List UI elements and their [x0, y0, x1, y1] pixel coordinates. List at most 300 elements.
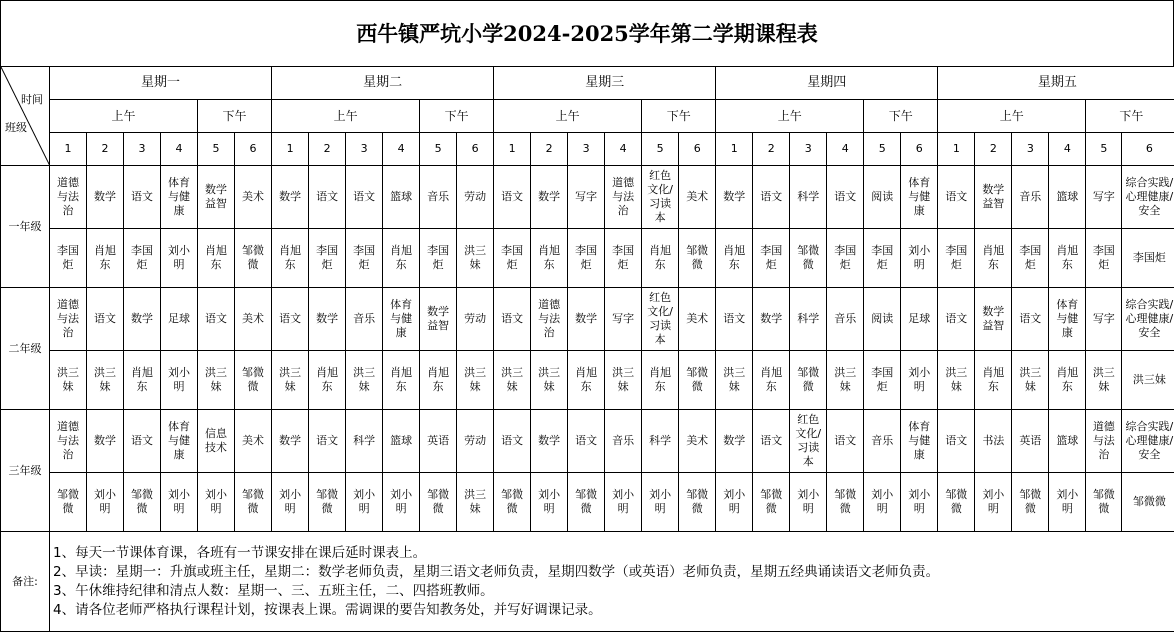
subject-text: 写字 — [1092, 312, 1115, 325]
subject-text: 语文 — [279, 312, 302, 325]
teacher-text: 刘小明 — [353, 488, 376, 515]
teacher-cell — [272, 229, 309, 288]
notes-block — [50, 532, 1174, 632]
subject-cell — [938, 410, 975, 473]
teacher-text: 肖旭东 — [390, 244, 413, 271]
teacher-cell — [346, 229, 383, 288]
subject-cell — [383, 288, 420, 351]
subject-cell — [827, 288, 864, 351]
day-header: 星期二 — [272, 67, 494, 100]
teacher-text: 刘小明 — [168, 366, 190, 393]
teacher-cell — [716, 351, 753, 410]
subject-cell — [1086, 166, 1122, 229]
subject-cell — [420, 166, 457, 229]
subject-text: 语文 — [501, 190, 524, 203]
subject-text: 英语 — [427, 434, 450, 447]
subject-text: 美术 — [242, 312, 265, 325]
am-header: 上午 — [50, 100, 198, 133]
subject-cell — [272, 288, 309, 351]
subject-text: 篮球 — [1056, 434, 1079, 447]
teacher-text: 肖旭东 — [982, 366, 1005, 393]
subject-text: 数学 — [316, 312, 339, 325]
subject-text: 科学 — [797, 312, 820, 325]
teacher-cell — [679, 229, 716, 288]
subject-cell — [605, 410, 642, 473]
subject-text: 语文 — [131, 190, 153, 203]
subject-text: 数学 — [279, 190, 302, 203]
subject-cell — [1012, 410, 1049, 473]
diagonal-line — [1, 67, 50, 166]
teacher-text: 刘小明 — [908, 366, 931, 393]
pm-header: 下午 — [1086, 100, 1174, 133]
teacher-cell — [494, 473, 531, 532]
subject-text: 语文 — [760, 434, 783, 447]
teacher-text: 李国炬 — [871, 244, 894, 271]
teacher-text: 肖旭东 — [390, 366, 413, 393]
subject-cell — [605, 288, 642, 351]
period-number: 1 — [494, 133, 531, 166]
period-number: 2 — [975, 133, 1012, 166]
subject-cell — [864, 410, 901, 473]
subject-text: 道德与法治 — [612, 176, 635, 217]
teacher-cell — [1086, 473, 1122, 532]
teacher-cell — [198, 351, 235, 410]
teacher-text: 邹微微 — [945, 488, 968, 515]
teacher-cell — [494, 351, 531, 410]
teacher-cell — [124, 351, 161, 410]
subject-text: 美术 — [242, 434, 265, 447]
subject-cell — [124, 288, 161, 351]
subject-text: 红色文化/习读本 — [647, 169, 674, 224]
day-header: 星期三 — [494, 67, 716, 100]
subject-cell — [235, 166, 272, 229]
subject-cell — [531, 288, 568, 351]
teacher-text: 邹微微 — [427, 488, 450, 515]
subject-cell — [1012, 288, 1049, 351]
am-header: 上午 — [272, 100, 420, 133]
subject-cell — [753, 410, 790, 473]
teacher-text: 李国炬 — [1019, 244, 1042, 271]
teacher-text: 刘小明 — [390, 488, 413, 515]
subject-text: 语文 — [575, 434, 598, 447]
teacher-cell — [864, 229, 901, 288]
subject-text: 篮球 — [1056, 190, 1079, 203]
subject-text: 音乐 — [834, 312, 857, 325]
period-number: 1 — [938, 133, 975, 166]
teacher-cell — [235, 229, 272, 288]
subject-cell — [309, 288, 346, 351]
period-number: 2 — [531, 133, 568, 166]
teacher-cell — [864, 351, 901, 410]
teacher-cell — [901, 473, 938, 532]
teacher-cell — [642, 351, 679, 410]
period-number: 5 — [1086, 133, 1122, 166]
teacher-text: 刘小明 — [612, 488, 635, 515]
teacher-text: 肖旭东 — [1056, 366, 1079, 393]
teacher-cell — [790, 229, 827, 288]
period-number: 1 — [272, 133, 309, 166]
subject-text: 体育与健康 — [168, 176, 190, 217]
grade-label: 二年级 — [1, 288, 50, 410]
teacher-cell — [457, 229, 494, 288]
subject-text: 篮球 — [390, 190, 413, 203]
teacher-text: 肖旭东 — [649, 366, 672, 393]
subject-cell — [938, 166, 975, 229]
subject-cell — [531, 166, 568, 229]
subject-text: 数学 — [760, 312, 783, 325]
teacher-cell — [124, 229, 161, 288]
teacher-cell — [1086, 351, 1122, 410]
pm-header: 下午 — [642, 100, 716, 133]
subject-text: 语文 — [723, 312, 746, 325]
teacher-text: 邹微微 — [797, 366, 820, 393]
subject-cell — [716, 288, 753, 351]
teacher-text: 刘小明 — [797, 488, 820, 515]
subject-text: 综合实践/心理健康/安全 — [1125, 176, 1174, 217]
subject-cell — [235, 288, 272, 351]
subject-text: 美术 — [686, 312, 709, 325]
subject-text: 美术 — [242, 190, 265, 203]
teacher-text: 肖旭东 — [982, 244, 1005, 271]
subject-cell — [679, 166, 716, 229]
subject-text: 红色文化/习读本 — [647, 291, 674, 346]
subject-cell — [383, 410, 420, 473]
teacher-text: 洪三妹 — [501, 366, 524, 393]
teacher-cell — [309, 351, 346, 410]
subject-cell — [975, 288, 1012, 351]
teacher-cell — [87, 229, 124, 288]
teacher-cell — [679, 473, 716, 532]
teacher-text: 洪三妹 — [464, 488, 487, 515]
subject-text: 科学 — [797, 190, 820, 203]
note-line: 3、午休维持纪律和清点人数：星期一、三、五班主任，二、四搭班教师。 — [53, 582, 494, 599]
subject-text: 综合实践/心理健康/安全 — [1125, 298, 1174, 339]
teacher-cell — [1012, 351, 1049, 410]
teacher-text: 邹微微 — [1019, 488, 1042, 515]
teacher-text: 邹微微 — [686, 488, 709, 515]
teacher-text: 邹微微 — [242, 366, 265, 393]
period-number: 1 — [716, 133, 753, 166]
subject-cell — [198, 288, 235, 351]
teacher-text: 洪三妹 — [94, 366, 116, 393]
teacher-text: 刘小明 — [94, 488, 116, 515]
subject-text: 道德与法治 — [1092, 420, 1115, 461]
period-number: 2 — [309, 133, 346, 166]
teacher-cell — [790, 473, 827, 532]
subject-cell — [420, 288, 457, 351]
teacher-text: 邹微微 — [1132, 495, 1166, 508]
teacher-cell — [901, 351, 938, 410]
teacher-cell — [161, 229, 198, 288]
subject-text: 道德与法治 — [538, 298, 561, 339]
teacher-text: 洪三妹 — [464, 366, 487, 393]
teacher-text: 李国炬 — [501, 244, 524, 271]
subject-cell — [568, 288, 605, 351]
subject-cell — [790, 410, 827, 473]
period-number: 4 — [383, 133, 420, 166]
teacher-text: 刘小明 — [908, 244, 931, 271]
teacher-cell — [124, 473, 161, 532]
teacher-cell — [1049, 473, 1086, 532]
teacher-cell — [309, 473, 346, 532]
teacher-text: 肖旭东 — [649, 244, 672, 271]
day-header: 星期四 — [716, 67, 938, 100]
teacher-cell — [716, 473, 753, 532]
subject-text: 数学益智 — [427, 305, 450, 332]
teacher-cell — [235, 351, 272, 410]
teacher-text: 邹微微 — [242, 244, 265, 271]
teacher-cell — [975, 229, 1012, 288]
teacher-text: 李国炬 — [871, 366, 894, 393]
am-header: 上午 — [716, 100, 864, 133]
teacher-cell — [1012, 473, 1049, 532]
teacher-cell — [568, 351, 605, 410]
period-number: 5 — [864, 133, 901, 166]
subject-text: 美术 — [686, 434, 709, 447]
teacher-text: 肖旭东 — [94, 244, 116, 271]
subject-text: 体育与健康 — [1056, 298, 1079, 339]
subject-cell — [901, 288, 938, 351]
subject-text: 阅读 — [871, 190, 894, 203]
subject-text: 音乐 — [427, 190, 450, 203]
teacher-text: 肖旭东 — [575, 366, 598, 393]
subject-cell — [161, 410, 198, 473]
subject-text: 音乐 — [1019, 190, 1042, 203]
subject-cell — [827, 166, 864, 229]
subject-text: 阅读 — [871, 312, 894, 325]
subject-cell — [50, 288, 87, 351]
subject-text: 数学 — [575, 312, 598, 325]
teacher-cell — [420, 229, 457, 288]
teacher-cell — [753, 351, 790, 410]
subject-text: 语文 — [945, 190, 968, 203]
teacher-text: 肖旭东 — [131, 366, 153, 393]
subject-cell — [87, 288, 124, 351]
subject-cell — [679, 288, 716, 351]
subject-text: 语文 — [205, 312, 227, 325]
period-number: 3 — [1012, 133, 1049, 166]
subject-text: 写字 — [575, 190, 598, 203]
teacher-cell — [975, 473, 1012, 532]
teacher-cell — [1086, 229, 1122, 288]
teacher-cell — [531, 351, 568, 410]
subject-text: 音乐 — [871, 434, 894, 447]
subject-text: 语文 — [834, 190, 857, 203]
teacher-cell — [605, 351, 642, 410]
pm-header: 下午 — [420, 100, 494, 133]
subject-cell — [568, 410, 605, 473]
subject-text: 体育与健康 — [168, 420, 190, 461]
subject-cell — [272, 410, 309, 473]
teacher-text: 刘小明 — [1056, 488, 1079, 515]
subject-cell — [1049, 288, 1086, 351]
teacher-text: 邹微微 — [57, 488, 79, 515]
teacher-text: 刘小明 — [168, 488, 190, 515]
teacher-cell — [975, 351, 1012, 410]
teacher-cell — [457, 351, 494, 410]
subject-text: 语文 — [945, 312, 968, 325]
teacher-text: 肖旭东 — [205, 244, 227, 271]
subject-text: 数学 — [94, 190, 116, 203]
teacher-cell — [1122, 229, 1174, 288]
subject-text: 音乐 — [612, 434, 635, 447]
subject-text: 道德与法治 — [57, 420, 79, 461]
teacher-text: 刘小明 — [168, 244, 190, 271]
teacher-text: 邹微微 — [501, 488, 524, 515]
subject-cell — [87, 410, 124, 473]
subject-cell — [1086, 288, 1122, 351]
teacher-cell — [901, 229, 938, 288]
subject-cell — [420, 410, 457, 473]
subject-cell — [1049, 166, 1086, 229]
teacher-text: 洪三妹 — [1019, 366, 1042, 393]
teacher-text: 洪三妹 — [1132, 373, 1166, 386]
teacher-text: 肖旭东 — [760, 366, 783, 393]
teacher-cell — [864, 473, 901, 532]
subject-text: 写字 — [1092, 190, 1115, 203]
teacher-cell — [790, 351, 827, 410]
period-number: 5 — [420, 133, 457, 166]
teacher-text: 刘小明 — [538, 488, 561, 515]
teacher-text: 洪三妹 — [57, 366, 79, 393]
subject-cell — [901, 410, 938, 473]
teacher-text: 李国炬 — [353, 244, 376, 271]
subject-cell — [124, 166, 161, 229]
teacher-cell — [827, 473, 864, 532]
subject-text: 音乐 — [353, 312, 376, 325]
teacher-cell — [50, 229, 87, 288]
subject-cell — [938, 288, 975, 351]
subject-text: 科学 — [649, 434, 672, 447]
period-number: 6 — [679, 133, 716, 166]
teacher-cell — [420, 473, 457, 532]
teacher-cell — [642, 229, 679, 288]
subject-cell — [901, 166, 938, 229]
subject-cell — [716, 166, 753, 229]
subject-text: 篮球 — [390, 434, 413, 447]
subject-text: 数学益智 — [205, 183, 227, 210]
subject-cell — [642, 410, 679, 473]
subject-text: 体育与健康 — [908, 176, 931, 217]
teacher-cell — [383, 351, 420, 410]
teacher-cell — [1122, 351, 1174, 410]
teacher-text: 李国炬 — [427, 244, 450, 271]
teacher-cell — [753, 229, 790, 288]
subject-text: 信息技术 — [205, 427, 227, 454]
subject-text: 数学 — [131, 312, 153, 325]
teacher-text: 肖旭东 — [723, 244, 746, 271]
corner-cell — [1, 67, 50, 166]
subject-text: 数学 — [279, 434, 302, 447]
subject-text: 语文 — [353, 190, 376, 203]
teacher-cell — [938, 351, 975, 410]
day-header: 星期五 — [938, 67, 1174, 100]
teacher-text: 邹微微 — [575, 488, 598, 515]
teacher-text: 李国炬 — [1132, 251, 1166, 264]
teacher-text: 刘小明 — [723, 488, 746, 515]
teacher-cell — [87, 351, 124, 410]
grade-label: 三年级 — [1, 410, 50, 532]
teacher-text: 肖旭东 — [427, 366, 450, 393]
subject-cell — [272, 166, 309, 229]
teacher-text: 邹微微 — [1092, 488, 1115, 515]
subject-text: 语文 — [131, 434, 153, 447]
subject-text: 语文 — [501, 312, 524, 325]
period-number: 5 — [642, 133, 679, 166]
subject-text: 语文 — [945, 434, 968, 447]
page-title: 西牛镇严坑小学2024-2025学年第二学期课程表 — [0, 0, 1174, 66]
teacher-text: 洪三妹 — [279, 366, 302, 393]
teacher-text: 洪三妹 — [612, 366, 635, 393]
teacher-cell — [457, 473, 494, 532]
subject-cell — [1122, 410, 1174, 473]
subject-text: 综合实践/心理健康/安全 — [1125, 420, 1174, 461]
subject-cell — [827, 410, 864, 473]
period-number: 2 — [753, 133, 790, 166]
subject-cell — [87, 166, 124, 229]
subject-text: 红色文化/习读本 — [795, 413, 822, 468]
teacher-cell — [87, 473, 124, 532]
subject-text: 英语 — [1019, 434, 1042, 447]
teacher-text: 邹微微 — [242, 488, 265, 515]
subject-cell — [568, 166, 605, 229]
period-number: 3 — [124, 133, 161, 166]
teacher-text: 李国炬 — [575, 244, 598, 271]
subject-text: 语文 — [1019, 312, 1042, 325]
subject-cell — [346, 410, 383, 473]
teacher-text: 李国炬 — [131, 244, 153, 271]
subject-cell — [198, 166, 235, 229]
period-number: 4 — [827, 133, 864, 166]
teacher-cell — [679, 351, 716, 410]
teacher-cell — [605, 473, 642, 532]
teacher-cell — [309, 229, 346, 288]
pm-header: 下午 — [864, 100, 938, 133]
timetable — [0, 66, 1174, 632]
teacher-cell — [235, 473, 272, 532]
subject-cell — [198, 410, 235, 473]
teacher-cell — [568, 229, 605, 288]
subject-text: 数学 — [538, 434, 561, 447]
teacher-text: 李国炬 — [945, 244, 968, 271]
corner-class-label: 班级 — [5, 121, 27, 134]
note-line: 4、请各位老师严格执行课程计划，按课表上课。需调课的要告知教务处，并写好调课记录。 — [53, 601, 602, 618]
period-number: 3 — [790, 133, 827, 166]
teacher-cell — [383, 473, 420, 532]
subject-cell — [1122, 288, 1174, 351]
subject-cell — [309, 166, 346, 229]
subject-text: 数学 — [94, 434, 116, 447]
period-number: 2 — [87, 133, 124, 166]
subject-cell — [864, 288, 901, 351]
subject-cell — [346, 288, 383, 351]
subject-text: 道德与法治 — [57, 298, 79, 339]
teacher-cell — [198, 473, 235, 532]
teacher-cell — [938, 229, 975, 288]
teacher-text: 洪三妹 — [464, 244, 487, 271]
subject-cell — [753, 166, 790, 229]
teacher-cell — [827, 351, 864, 410]
teacher-cell — [1049, 229, 1086, 288]
teacher-cell — [50, 473, 87, 532]
teacher-cell — [1122, 473, 1174, 532]
teacher-text: 洪三妹 — [1092, 366, 1115, 393]
teacher-text: 刘小明 — [279, 488, 302, 515]
subject-text: 数学益智 — [982, 305, 1005, 332]
grade-label: 一年级 — [1, 166, 50, 288]
subject-cell — [531, 410, 568, 473]
subject-cell — [1086, 410, 1122, 473]
